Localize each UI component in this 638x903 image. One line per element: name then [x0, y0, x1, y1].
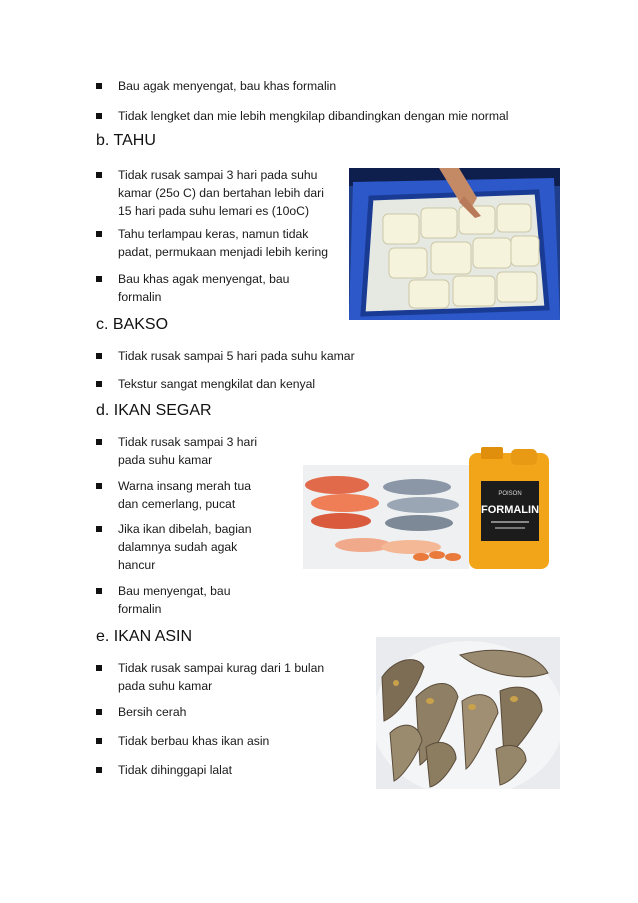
bullet-marker	[96, 353, 102, 359]
section-heading: c. BAKSO	[96, 316, 169, 333]
jug-brand-label: FORMALIN	[480, 504, 540, 516]
bullet-marker	[96, 231, 102, 237]
bullet-text: pada suhu kamar	[118, 679, 213, 693]
bullet-text: Tidak berbau khas ikan asin	[118, 734, 270, 748]
fish-and-jug-illustration	[299, 447, 554, 571]
tofu-illustration	[349, 168, 560, 320]
section-heading: b. TAHU	[96, 132, 156, 149]
bullet-text: Tidak rusak sampai 5 hari pada suhu kamar	[118, 349, 355, 363]
bullet-text: hancur	[118, 558, 156, 572]
bullet-text: dalamnya sudah agak	[118, 540, 238, 554]
bullet-text: Tidak rusak sampai 3 hari	[118, 435, 258, 449]
bullet-text: Bersih cerah	[118, 705, 187, 719]
bullet-marker	[96, 767, 102, 773]
jug-small-label: POISON	[498, 491, 522, 497]
bullet-marker	[96, 588, 102, 594]
bullet-marker	[96, 439, 102, 445]
bullet-marker	[96, 526, 102, 532]
bullet-text: formalin	[118, 602, 162, 616]
bullet-text: formalin	[118, 290, 162, 304]
bullet-text: Tidak dihinggapi lalat	[118, 763, 233, 777]
bullet-text: Warna insang merah tua	[118, 479, 252, 493]
bullet-marker	[96, 665, 102, 671]
bullet-marker	[96, 483, 102, 489]
bullet-text: Bau agak menyengat, bau khas formalin	[118, 79, 337, 93]
bullet-marker	[96, 83, 102, 89]
bullet-text: Tekstur sangat mengkilat dan kenyal	[118, 377, 316, 391]
bullet-text: padat, permukaan menjadi lebih kering	[118, 245, 329, 259]
bullet-marker	[96, 276, 102, 282]
bullet-text: Tahu terlampau keras, namun tidak	[118, 227, 309, 241]
bullet-text: Bau khas agak menyengat, bau	[118, 272, 290, 286]
bullet-marker	[96, 172, 102, 178]
salted-fish-photo	[376, 637, 560, 789]
bullet-marker	[96, 709, 102, 715]
bullet-text: Tidak rusak sampai 3 hari pada suhu	[118, 168, 318, 182]
bullet-marker	[96, 381, 102, 387]
section-heading: d. IKAN SEGAR	[96, 402, 212, 419]
bullet-text: Tidak lengket dan mie lebih mengkilap dibandingkan dengan mie normal	[118, 109, 509, 123]
bullet-marker	[96, 738, 102, 744]
bullet-text: Jika ikan dibelah, bagian	[118, 522, 252, 536]
bullet-text: kamar (25o C) dan bertahan lebih dari	[118, 186, 324, 200]
bullet-text: pada suhu kamar	[118, 453, 213, 467]
bullet-text: Bau menyengat, bau	[118, 584, 231, 598]
fresh-fish-photo	[299, 447, 554, 571]
bullet-text: dan cemerlang, pucat	[118, 497, 236, 511]
salted-fish-illustration	[376, 637, 560, 789]
section-heading: e. IKAN ASIN	[96, 628, 193, 645]
bullet-text: 15 hari pada suhu lemari es (10oC)	[118, 204, 310, 218]
bullet-marker	[96, 113, 102, 119]
tofu-photo	[349, 168, 560, 320]
bullet-text: Tidak rusak sampai kurag dari 1 bulan	[118, 661, 325, 675]
